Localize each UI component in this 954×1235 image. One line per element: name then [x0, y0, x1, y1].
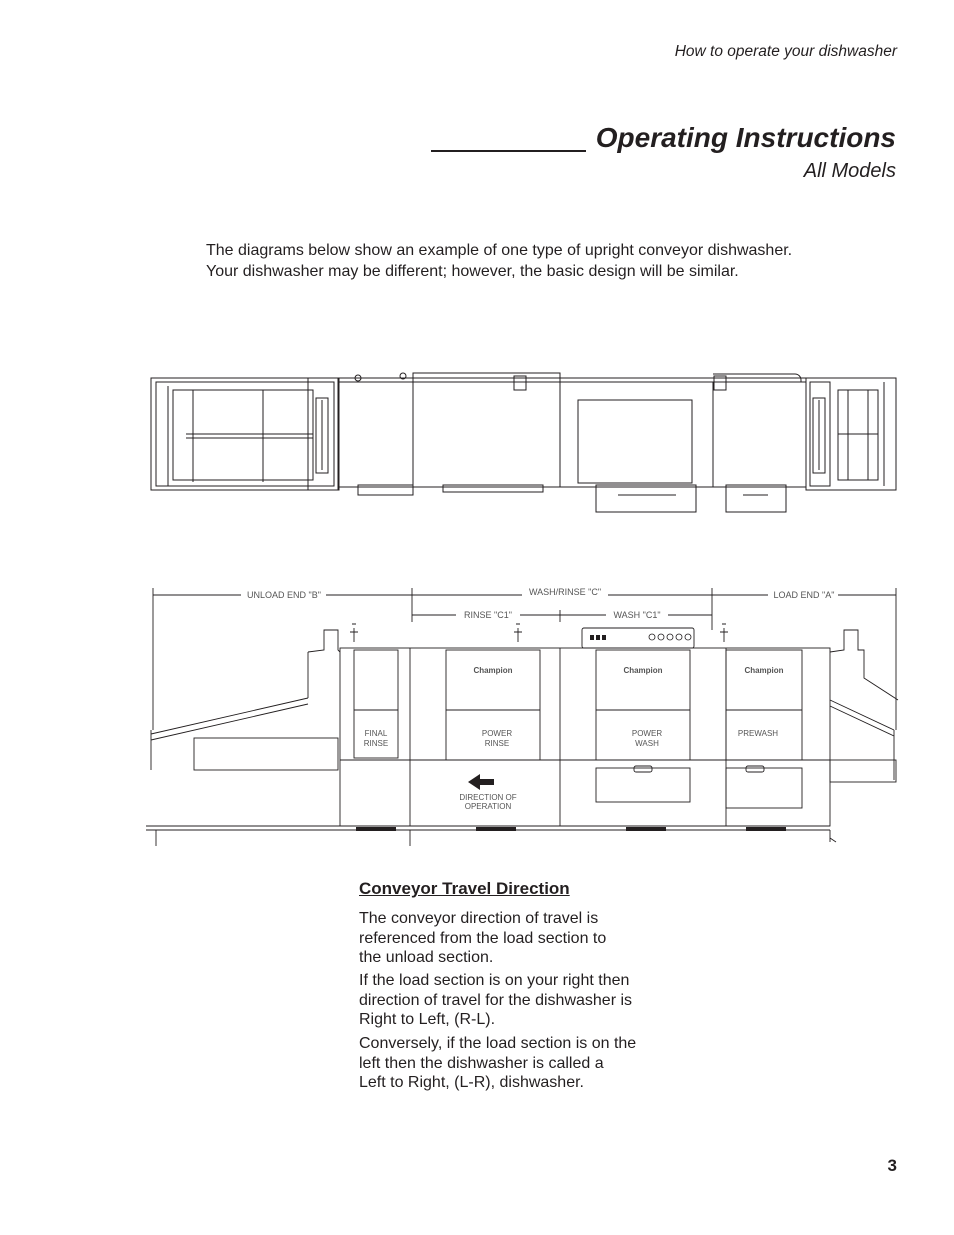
dim-rinse-c1: RINSE "C1" — [464, 610, 512, 620]
brand-logo-wash: Champion — [623, 666, 663, 675]
paragraph-2 — [359, 971, 669, 1030]
brand-logo-prewash: Champion — [744, 666, 784, 675]
section-heading: Conveyor Travel Direction — [359, 879, 570, 898]
p3-line-1: Conversely, if the load section is on the — [359, 1035, 637, 1052]
dim-unload-end: UNLOAD END "B" — [247, 590, 321, 600]
intro-paragraph — [206, 240, 886, 282]
page-title: Operating Instructions — [595, 122, 896, 153]
dim-wash-rinse: WASH/RINSE "C" — [528, 587, 602, 597]
label-final-rinse-1: FINAL — [364, 729, 388, 738]
label-direction-2: OPERATION — [464, 802, 512, 811]
p1-line-1: The conveyor direction of travel is — [359, 910, 599, 927]
page-number: 3 — [887, 1156, 897, 1175]
brand-logo-rinse: Champion — [473, 666, 513, 675]
paragraph-1 — [359, 909, 669, 968]
p1-line-3: the unload section. — [359, 949, 494, 966]
intro-line-2: Your dishwasher may be different; however, the basic design will be similar. — [206, 263, 739, 280]
top-view-diagram — [148, 370, 900, 516]
label-power-rinse-2: RINSE — [484, 739, 510, 748]
p1-line-2: referenced from the load section to — [359, 929, 607, 947]
running-header: How to operate your dishwasher — [674, 43, 897, 60]
title-rule — [431, 116, 586, 152]
p3-line-2: left then the dishwasher is called a — [359, 1054, 604, 1072]
side-view-diagram — [146, 580, 904, 852]
label-power-rinse-1: POWER — [481, 729, 513, 738]
p2-line-3: Right to Left, (R-L). — [359, 1011, 496, 1028]
label-power-wash-2: WASH — [635, 739, 659, 748]
label-direction-1: DIRECTION OF — [459, 793, 517, 802]
dim-wash-c1: WASH "C1" — [613, 610, 661, 620]
dim-load-end: LOAD END "A" — [773, 590, 835, 600]
label-prewash: PREWASH — [737, 729, 779, 738]
paragraph-3 — [359, 1034, 669, 1093]
label-final-rinse-2: RINSE — [363, 739, 389, 748]
p2-line-2: direction of travel for the dishwasher is — [359, 991, 633, 1009]
p2-line-1: If the load section is on your right then — [359, 972, 630, 989]
title-block — [431, 118, 896, 154]
page-subtitle: All Models — [803, 160, 896, 182]
intro-line-1: The diagrams below show an example of one type of upright conveyor dishwasher. — [206, 242, 793, 259]
p3-line-3: Left to Right, (L-R), dishwasher. — [359, 1074, 584, 1091]
label-power-wash-1: POWER — [631, 729, 663, 738]
